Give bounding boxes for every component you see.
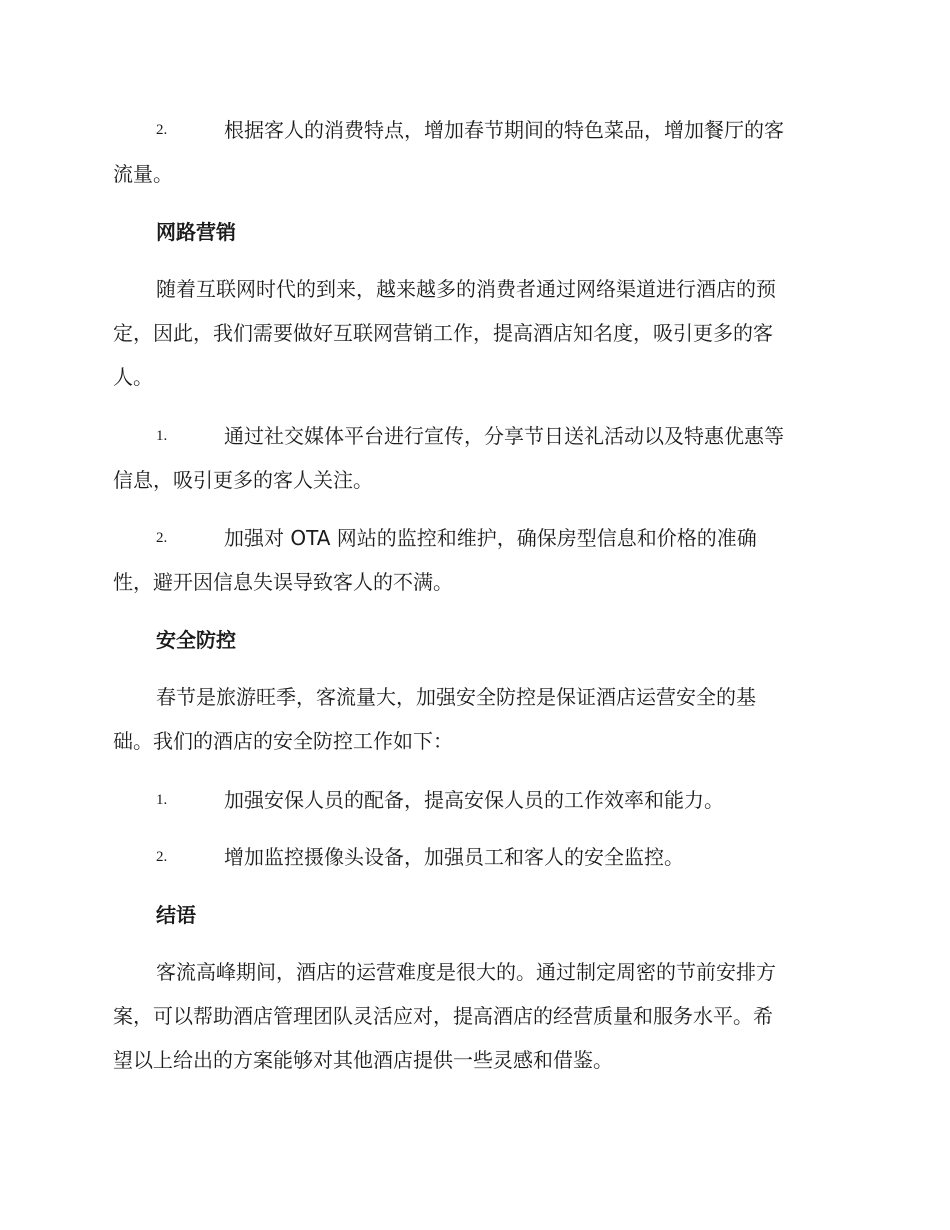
paragraph xyxy=(113,267,835,399)
list-number: 2. xyxy=(156,849,168,865)
list-text: 根据客人的消费特点，增加春节期间的特色菜品，增加餐厅的客 xyxy=(224,118,784,142)
paragraph-line: 案，可以帮助酒店管理团队灵活应对，提高酒店的经营质量和服务水平。希 xyxy=(113,1004,773,1028)
section-heading: 安全防控 xyxy=(156,628,236,652)
paragraph-line: 随着互联网时代的到来，越来越多的消费者通过网络渠道进行酒店的预 xyxy=(156,277,776,301)
list-item xyxy=(113,778,835,822)
list-item xyxy=(113,414,835,502)
list-number: 1. xyxy=(156,428,168,444)
paragraph-line: 春节是旅游旺季，客流量大，加强安全防控是保证酒店运营安全的基 xyxy=(156,685,756,709)
list-text: 通过社交媒体平台进行宣传，分享节日送礼活动以及特惠优惠等 xyxy=(224,424,784,448)
paragraph-line: 客流高峰期间，酒店的运营难度是很大的。通过制定周密的节前安排方 xyxy=(156,960,776,984)
list-item xyxy=(113,108,835,196)
paragraph-line: 定，因此，我们需要做好互联网营销工作，提高酒店知名度，吸引更多的客 xyxy=(113,321,773,345)
paragraph-line: 人。 xyxy=(113,365,153,389)
list-number: 2. xyxy=(156,530,168,546)
list-text: 流量。 xyxy=(113,162,173,186)
paragraph-line: 础。我们的酒店的安全防控工作如下： xyxy=(113,729,453,753)
list-text: 性，避开因信息失误导致客人的不满。 xyxy=(113,570,453,594)
list-text: 加强对 OTA 网站的监控和维护，确保房型信息和价格的准确 xyxy=(224,526,757,550)
list-number: 1. xyxy=(156,792,168,808)
section-heading: 结语 xyxy=(156,903,196,927)
paragraph-line: 望以上给出的方案能够对其他酒店提供一些灵感和借鉴。 xyxy=(113,1048,613,1072)
paragraph xyxy=(113,675,835,763)
list-text: 信息，吸引更多的客人关注。 xyxy=(113,468,373,492)
list-item xyxy=(113,516,835,604)
section-heading: 网路营销 xyxy=(156,220,236,244)
list-number: 2. xyxy=(156,122,168,138)
list-text: 加强安保人员的配备，提高安保人员的工作效率和能力。 xyxy=(224,788,724,812)
paragraph xyxy=(113,950,835,1082)
list-item xyxy=(113,835,835,879)
list-text: 增加监控摄像头设备，加强员工和客人的安全监控。 xyxy=(224,845,684,869)
